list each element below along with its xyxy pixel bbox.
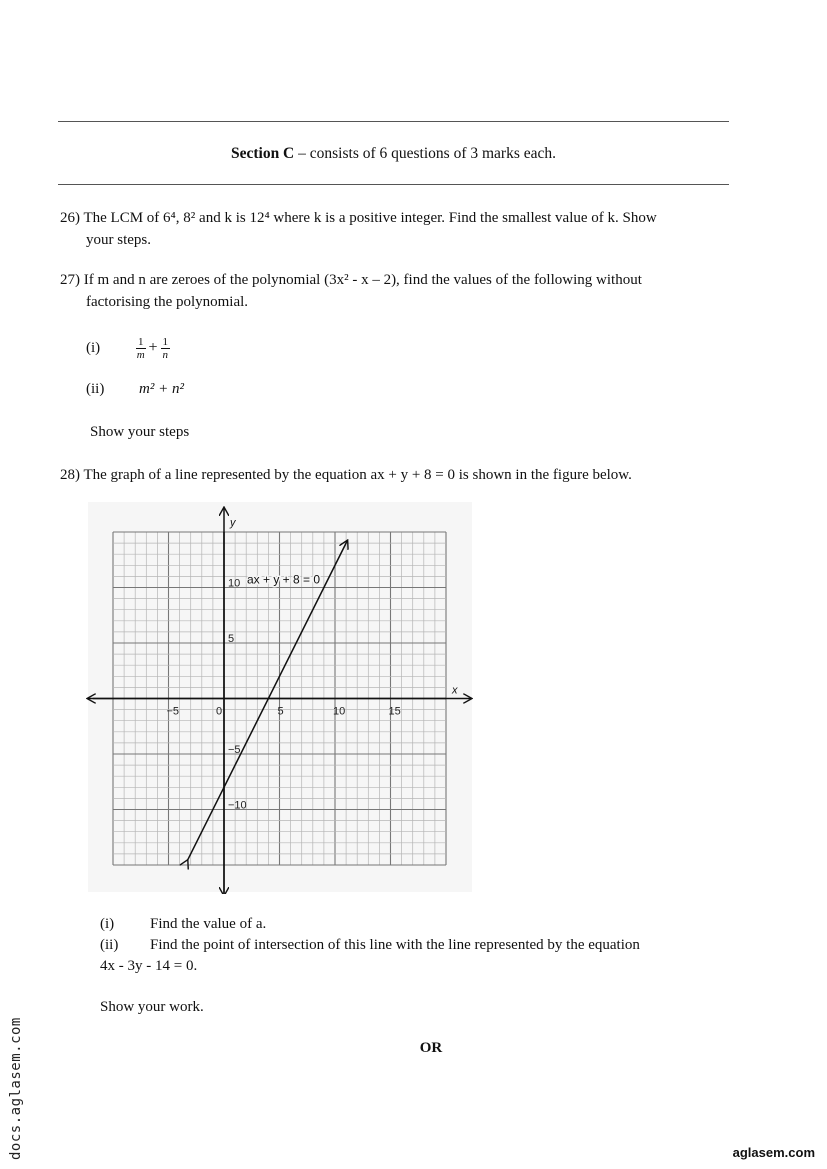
q27-footer: Show your steps	[90, 424, 190, 440]
question-text-cont: factorising the polynomial.	[86, 294, 249, 310]
line-equation-label: ax + y + 8 = 0	[247, 572, 321, 587]
question-number: 28)	[60, 467, 80, 483]
part-text: Find the value of a.	[150, 916, 267, 932]
bottom-rule	[58, 184, 729, 185]
x-tick-label: 0	[216, 705, 223, 718]
question-number: 27)	[60, 272, 80, 288]
q28-equation: 4x - 3y - 14 = 0.	[100, 958, 198, 974]
brand-watermark: aglasem.com	[732, 1145, 815, 1160]
x-axis-label: x	[452, 684, 458, 697]
x-tick-label: 10	[333, 705, 346, 718]
q28-part-i	[100, 916, 266, 933]
fraction-1-over-m: $\frac{1}{m}$	[136, 335, 145, 361]
side-watermark: docs.aglasem.com	[8, 1017, 24, 1160]
x-tick-label: 5	[277, 705, 284, 718]
y-tick-label: 5	[228, 633, 235, 645]
question-28	[60, 464, 740, 486]
question-26	[60, 207, 740, 251]
expression: m² + n²	[139, 381, 184, 397]
y-tick-label: −10	[228, 799, 247, 812]
part-label: (ii)	[100, 937, 119, 953]
q27-part-ii	[86, 381, 184, 398]
y-tick-label: −5	[228, 744, 241, 756]
question-text-cont: your steps.	[86, 232, 151, 248]
y-tick-label: 10	[228, 577, 241, 590]
question-text: The graph of a line represented by the equation ax + y + 8 = 0 is shown in the figure below.	[83, 467, 632, 483]
or-divider: OR	[419, 1040, 443, 1056]
question-number: 26)	[60, 210, 80, 226]
part-text: Find the point of intersection of this line with the line represented by the equation	[150, 937, 640, 953]
x-tick-label: 15	[388, 705, 401, 718]
part-label: (ii)	[86, 381, 105, 397]
fraction-1-over-n: $\frac{1}{n}$	[162, 335, 169, 361]
q28-footer: Show your work.	[100, 999, 204, 1015]
question-27	[60, 269, 740, 313]
plus-sign: +	[148, 339, 158, 356]
section-heading: Section C – consists of 6 questions of 3 marks each.	[230, 145, 557, 162]
top-rule	[58, 121, 729, 122]
question-text: The LCM of 6⁴, 8² and k is 12⁴ where k is a positive integer. Find the smallest value of k. Show	[83, 210, 657, 226]
y-axis-label: y	[230, 517, 236, 529]
question-text: If m and n are zeroes of the polynomial (3x² - x – 2), find the values of the following without	[83, 272, 642, 288]
part-label: (i)	[86, 339, 101, 356]
q27-part-i	[86, 334, 170, 362]
q28-part-ii	[100, 937, 640, 954]
part-label: (i)	[100, 916, 115, 932]
x-tick-label: −5	[166, 705, 180, 718]
line-graph	[80, 502, 480, 894]
